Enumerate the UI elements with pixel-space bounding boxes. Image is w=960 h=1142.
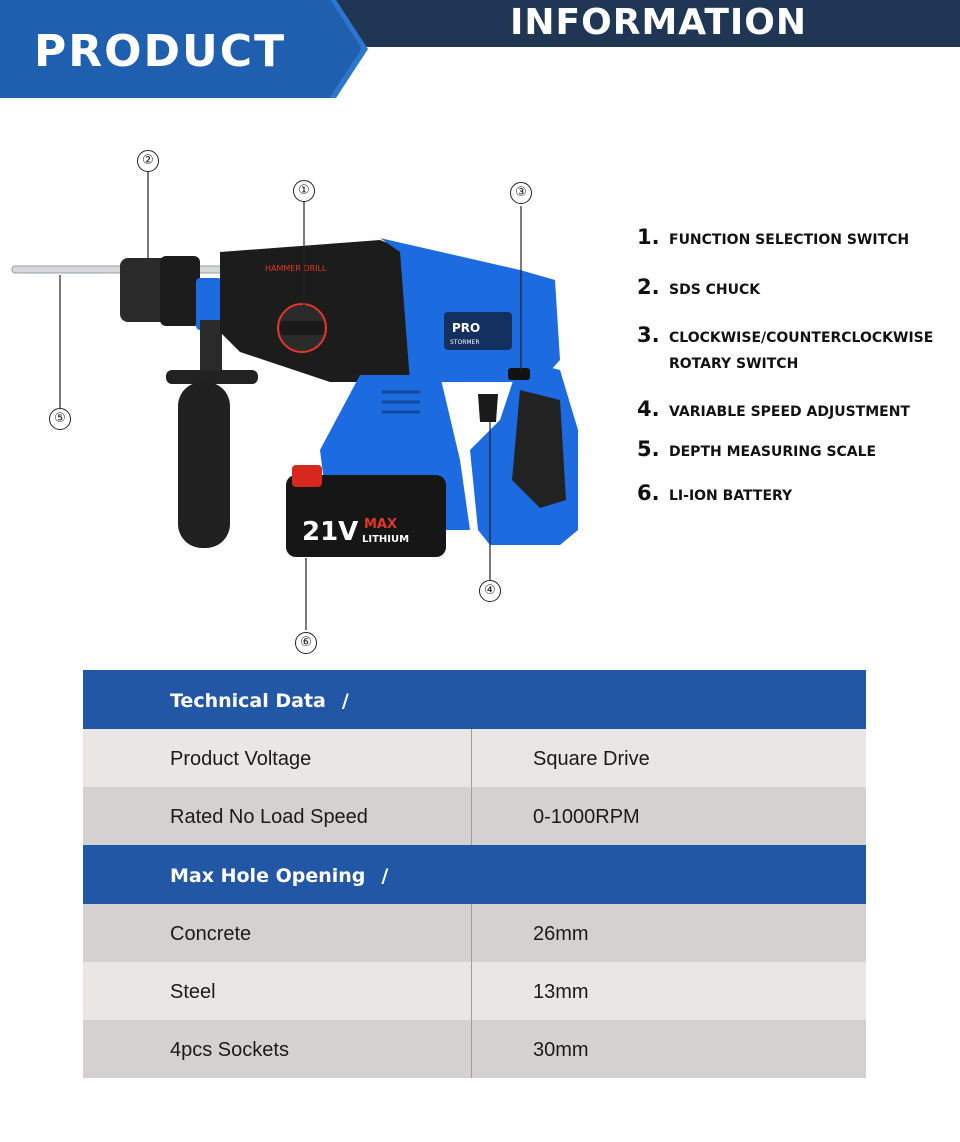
table-row	[83, 729, 866, 787]
product-title: PRODUCT	[34, 26, 287, 77]
feature-item	[637, 480, 954, 509]
callout-2: ②	[137, 150, 159, 172]
table-section-header	[83, 670, 866, 729]
column-divider	[471, 904, 472, 962]
battery-lithium-text: LITHIUM	[362, 534, 410, 545]
battery-voltage-text: 21V	[302, 517, 359, 547]
table-key: Steel	[170, 981, 216, 1003]
table-value: 13mm	[533, 981, 589, 1003]
table-row	[83, 1020, 866, 1078]
feature-text: LI-ION BATTERY	[669, 488, 793, 504]
feature-number: 4.	[637, 397, 660, 421]
feature-number: 6.	[637, 481, 660, 505]
feature-number: 2.	[637, 275, 660, 299]
column-divider	[471, 787, 472, 845]
brand-bottom-text: STORMER	[450, 339, 480, 346]
section-slash: /	[381, 865, 389, 887]
table-key: Concrete	[170, 923, 252, 945]
callout-4: ④	[479, 580, 501, 602]
battery-max-text: MAX	[364, 517, 398, 532]
feature-number: 5.	[637, 437, 660, 461]
feature-item	[637, 322, 954, 377]
feature-item	[637, 436, 954, 465]
table-row	[83, 962, 866, 1020]
brand-top-text: PRO	[452, 321, 481, 335]
callout-6: ⑥	[295, 632, 317, 654]
feature-text: CLOCKWISE/COUNTERCLOCKWISE ROTARY SWITCH	[669, 330, 934, 372]
table-row	[83, 904, 866, 962]
spec-table	[83, 670, 866, 1078]
hammer-drill-illustration	[0, 120, 620, 660]
feature-item	[637, 274, 954, 303]
hammer-drill-label: HAMMER DRILL	[265, 264, 327, 273]
side-handle	[178, 382, 230, 548]
feature-text: SDS CHUCK	[669, 282, 761, 298]
rotary-switch	[508, 368, 530, 380]
information-title: INFORMATION	[510, 2, 808, 43]
max-hole-opening-title: Max Hole Opening	[170, 865, 366, 887]
feature-item	[637, 224, 954, 253]
table-key: Rated No Load Speed	[170, 806, 368, 828]
table-value: 30mm	[533, 1039, 589, 1061]
feature-number: 1.	[637, 225, 660, 249]
section-slash: /	[341, 690, 349, 712]
speed-trigger	[478, 394, 498, 422]
callout-5: ⑤	[49, 408, 71, 430]
feature-text: FUNCTION SELECTION SWITCH	[669, 232, 910, 248]
table-key: Product Voltage	[170, 748, 312, 770]
table-value: 26mm	[533, 923, 589, 945]
table-row	[83, 787, 866, 845]
table-value: Square Drive	[533, 748, 650, 770]
table-value: 0-1000RPM	[533, 806, 640, 828]
feature-number: 3.	[637, 323, 660, 347]
feature-text: DEPTH MEASURING SCALE	[669, 444, 877, 460]
feature-text: VARIABLE SPEED ADJUSTMENT	[669, 404, 910, 420]
callout-1: ①	[293, 180, 315, 202]
callout-3: ③	[510, 182, 532, 204]
column-divider	[471, 1020, 472, 1078]
table-section-header	[83, 845, 866, 904]
technical-data-title: Technical Data	[170, 690, 326, 712]
column-divider	[471, 729, 472, 787]
feature-item	[637, 396, 954, 425]
column-divider	[471, 962, 472, 1020]
table-key: 4pcs Sockets	[170, 1039, 289, 1061]
